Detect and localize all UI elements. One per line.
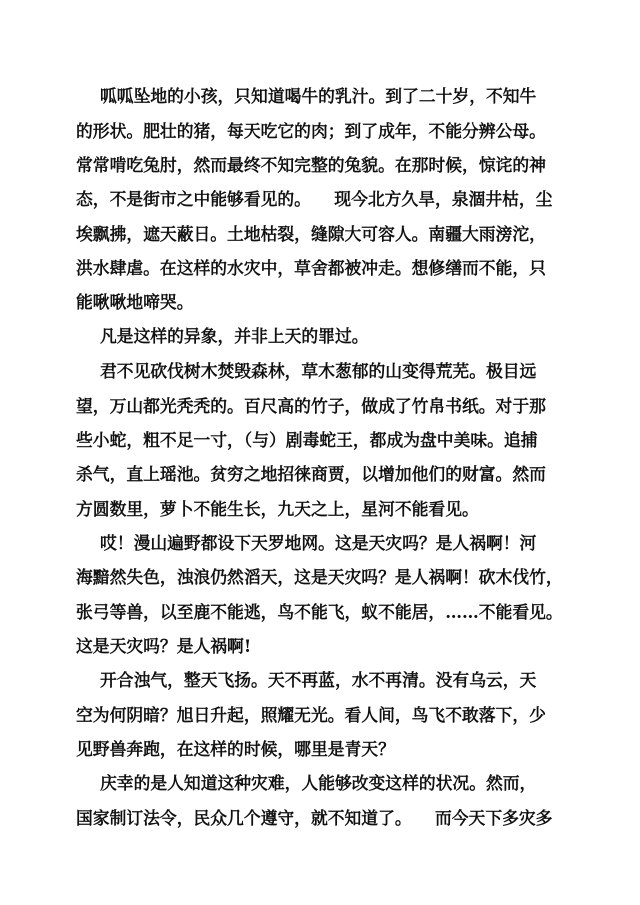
text-line: 海黯然失色，浊浪仍然滔天，这是天灾吗？是人祸啊！砍木伐竹， [76, 567, 563, 587]
text-line: 张弓等兽，以至鹿不能逃，鸟不能飞，蚁不能居，……不能看见。 [76, 602, 563, 622]
text-line: 见野兽奔跑，在这样的时候，哪里是青天？ [76, 739, 395, 759]
text-line: 开合浊气，整天飞扬。天不再蓝，水不再清。没有乌云，天 [100, 670, 537, 690]
text-line: 哎！漫山遍野都设下天罗地网。这是天灾吗？是人祸啊！河 [100, 533, 537, 553]
text-line: 空为何阴暗？旭日升起，照耀无光。看人间，鸟飞不敢落下，少 [76, 705, 546, 725]
text-line: 洪水肆虐。在这样的水灾中，草舍都被冲走。想修缮而不能，只 [76, 258, 546, 278]
text-line: 国家制订法令，民众几个遵守，就不知道了。 而今天下多灾多 [76, 808, 553, 828]
text-line: 常常啃吃兔肘，然而最终不知完整的兔貌。在那时候，惊诧的神 [76, 155, 546, 175]
text-line: 庆幸的是人知道这种灾难，人能够改变这样的状况。然而， [100, 773, 537, 793]
text-line: 方圆数里，萝卜不能生长，九天之上，星河不能看见。 [76, 499, 479, 519]
text-line: 能啾啾地啼哭。 [76, 292, 194, 312]
text-line: 的形状。肥壮的猪，每天吃它的肉；到了成年，不能分辨公母。 [76, 121, 546, 141]
text-line: 态，不是街市之中能够看见的。 现今北方久旱，泉涸井枯，尘 [76, 189, 553, 209]
text-line: 这是天灾吗？是人祸啊! [76, 636, 252, 656]
text-line: 埃飘拂，遮天蔽日。土地枯裂，缝隙大可容人。南疆大雨滂沱， [76, 224, 546, 244]
text-line: 望，万山都光秃秃的。百尺高的竹子，做成了竹帛书纸。对于那 [76, 396, 546, 416]
text-line: 君不见砍伐树木焚毁森林，草木葱郁的山变得荒芜。极目远 [100, 361, 537, 381]
text-line: 些小蛇，粗不足一寸，（与）剧毒蛇王，都成为盘中美味。追捕 [76, 430, 538, 450]
text-line: 呱呱坠地的小孩，只知道喝牛的乳汁。到了二十岁，不知牛 [100, 86, 537, 106]
text-line: 杀气，直上瑶池。贫穷之地招徕商贾，以增加他们的财富。然而 [76, 464, 546, 484]
text-line: 凡是这样的异象，并非上天的罪过。 [100, 326, 369, 346]
